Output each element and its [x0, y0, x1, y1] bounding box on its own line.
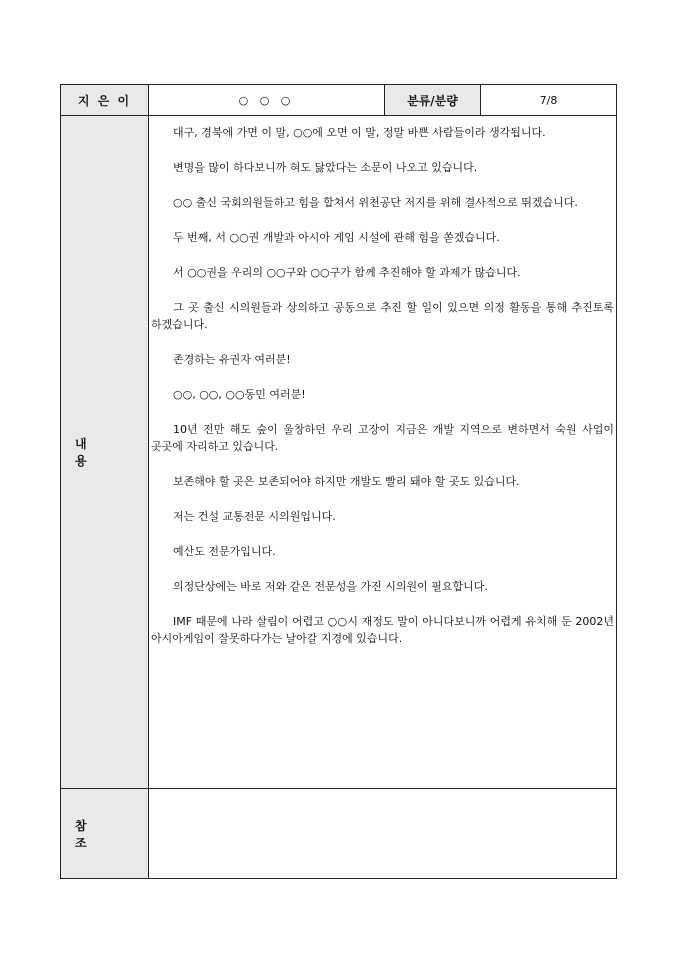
- paragraph: 존경하는 유권자 여러분!: [173, 353, 291, 366]
- author-label: 지 은 이: [61, 85, 149, 115]
- content-label: 내 용: [61, 116, 149, 788]
- paragraph: IMF 때문에 나라 살림이 어렵고 ○○시 재정도 말이 아니다보니까 어렵게 유치해 둔 2002년 아시아게임이 잘못하다가는 날아갈 지경에 있습니다.: [151, 615, 614, 645]
- paragraph: ○○, ○○, ○○동민 여러분!: [173, 388, 306, 401]
- author-value: ○ ○ ○: [149, 85, 385, 115]
- paragraph: 변명을 많이 하다보니까 혀도 닳았다는 소문이 나오고 있습니다.: [173, 161, 478, 174]
- paragraph: 대구, 경북에 가면 이 말, ○○에 오면 이 말, 정말 바쁜 사람들이라 생각됩니다.: [173, 126, 546, 139]
- reference-label: 참 조: [61, 789, 149, 878]
- paragraph: 예산도 전문가입니다.: [173, 545, 276, 558]
- content-row: [61, 116, 616, 789]
- reference-value: [149, 789, 616, 878]
- paragraph: 보존해야 할 곳은 보존되어야 하지만 개발도 빨리 돼야 할 곳도 있습니다.: [173, 475, 520, 488]
- paragraph: 그 곳 출신 시의원들과 상의하고 공동으로 추진 할 일이 있으면 의정 활동을 통해 추진토록 하겠습니다.: [151, 301, 614, 331]
- paragraph: 저는 건설 교통전문 시의원입니다.: [173, 510, 336, 523]
- category-value: 7/8: [539, 93, 558, 107]
- content-text: [149, 116, 616, 788]
- reference-row: [61, 789, 616, 878]
- paragraph: 서 ○○권을 우리의 ○○구와 ○○구가 함께 추진해야 할 과제가 많습니다.: [173, 266, 521, 279]
- header-row: [61, 85, 616, 116]
- paragraph: ○○ 출신 국회의원들하고 힘을 합쳐서 위천공단 저지를 위해 결사적으로 뛰겠습니다.: [173, 196, 578, 209]
- category-label: 분류/분량: [385, 85, 481, 115]
- paragraph: 10년 전만 해도 숲이 울창하던 우리 고장이 지금은 개발 지역으로 변하면서 숙원 사업이 곳곳에 자리하고 있습니다.: [151, 423, 614, 453]
- paragraph: 두 번째, 서 ○○권 개발과 아시아 게임 시설에 관해 힘을 쏟겠습니다.: [173, 231, 500, 244]
- paragraph: 의정단상에는 바로 저와 같은 전문성을 가진 시의원이 필요합니다.: [173, 580, 488, 593]
- document-form: [60, 84, 617, 879]
